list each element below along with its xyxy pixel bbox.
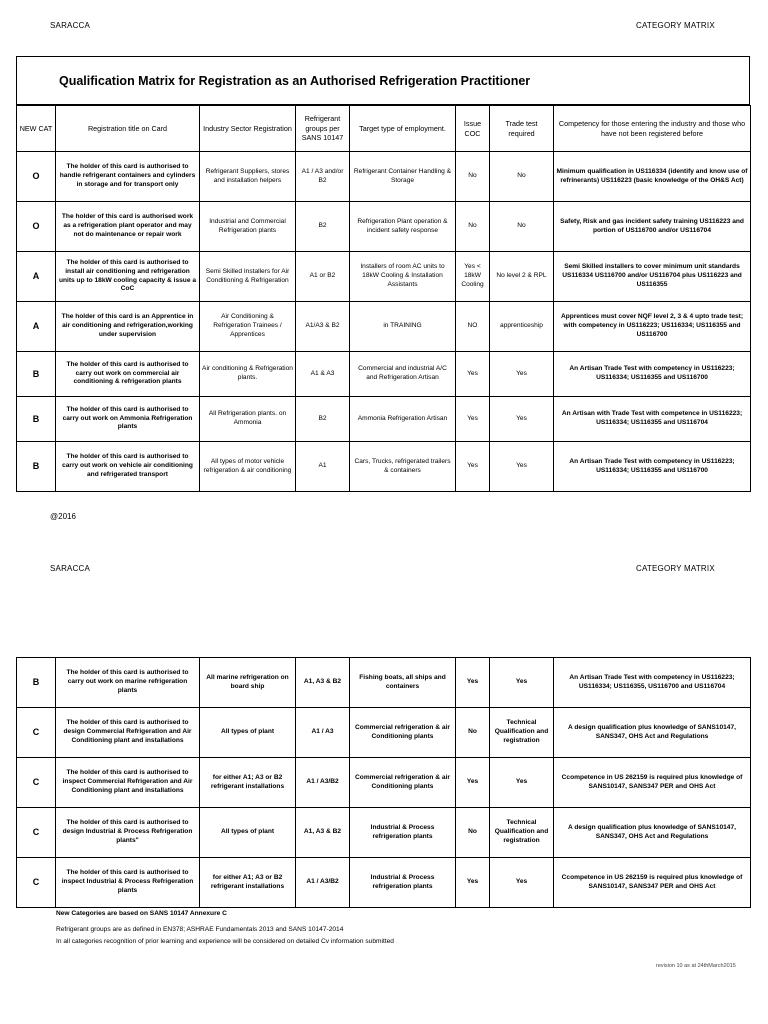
industry-sector-cell: All marine refrigeration on board ship bbox=[200, 658, 296, 708]
refrigerant-groups-note: Refrigerant groups are as defined in EN378; ASHRAE Fundamentals 2013 and SANS 10147-2014 bbox=[56, 926, 344, 933]
issue-coc-cell: Yes bbox=[456, 397, 490, 442]
refrigerant-groups-cell: A1, A3 & B2 bbox=[296, 808, 350, 858]
refrigerant-groups-cell: A1 / A3/B2 bbox=[296, 858, 350, 908]
competency-cell: Ccompetence in US 262159 is required plus knowledge of SANS10147, SANS347 PER and OHS Act bbox=[554, 858, 751, 908]
table-row bbox=[17, 152, 751, 202]
copyright-footer: @2016 bbox=[50, 512, 76, 521]
industry-sector-cell: All types of plant bbox=[200, 708, 296, 758]
table-row bbox=[17, 202, 751, 252]
table-row bbox=[17, 758, 751, 808]
registration-title-cell: The holder of this card is authorised to carry out work on marine refrigeration plants bbox=[56, 658, 200, 708]
industry-sector-cell: All Refrigeration plants. on Ammonia bbox=[200, 397, 296, 442]
issue-coc-cell: Yes bbox=[456, 658, 490, 708]
trade-test-cell: apprenticeship bbox=[490, 302, 554, 352]
col-header-registration-title: Registration title on Card bbox=[56, 106, 200, 152]
registration-title-cell: The holder of this card is authorised to inspect Industrial & Process Refrigeration plants bbox=[56, 858, 200, 908]
category-cell: C bbox=[17, 758, 56, 808]
refrigerant-groups-cell: A1 bbox=[296, 442, 350, 492]
trade-test-cell: No bbox=[490, 202, 554, 252]
refrigerant-groups-cell: B2 bbox=[296, 202, 350, 252]
industry-sector-cell: All types of plant bbox=[200, 808, 296, 858]
header-row bbox=[17, 106, 751, 152]
category-cell: O bbox=[17, 152, 56, 202]
target-employment-cell: Commercial and industrial A/C and Refrigeration Artisan bbox=[350, 352, 456, 397]
trade-test-cell: Yes bbox=[490, 658, 554, 708]
category-cell: A bbox=[17, 252, 56, 302]
issue-coc-cell: Yes < 18kW Cooling bbox=[456, 252, 490, 302]
issue-coc-cell: Yes bbox=[456, 758, 490, 808]
table-row bbox=[17, 442, 751, 492]
target-employment-cell: Installers of room AC units to 18kW Cooling & Installation Assistants bbox=[350, 252, 456, 302]
table-row bbox=[17, 658, 751, 708]
registration-title-cell: The holder of this card is authorised to carry out work on Ammonia Refrigeration plants bbox=[56, 397, 200, 442]
competency-cell: Safety, Risk and gas incident safety training US116223 and portion of US116700 and/or US116704 bbox=[554, 202, 751, 252]
registration-title-cell: The holder of this card is authorised to inspect Commercial Refrigeration and Air Conditioning plant and installations bbox=[56, 758, 200, 808]
trade-test-cell: No level 2 & RPL bbox=[490, 252, 554, 302]
industry-sector-cell: All types of motor vehicle refrigeration & air conditioning bbox=[200, 442, 296, 492]
competency-cell: Ccompetence in US 262159 is required plus knowledge of SANS10147, SANS347 PER and OHS Act bbox=[554, 758, 751, 808]
category-cell: C bbox=[17, 708, 56, 758]
target-employment-cell: Cars, Trucks, refrigerated trailers & containers bbox=[350, 442, 456, 492]
page-title: Qualification Matrix for Registration as an Authorised Refrigeration Practitioner bbox=[59, 74, 531, 88]
table-row bbox=[17, 858, 751, 908]
trade-test-cell: Technical Qualification and registration bbox=[490, 708, 554, 758]
trade-test-cell: Yes bbox=[490, 397, 554, 442]
col-header-new-cat: NEW CAT bbox=[17, 106, 56, 152]
doc-label: CATEGORY MATRIX bbox=[636, 21, 715, 30]
table-row bbox=[17, 352, 751, 397]
col-header-refrigerant-groups: Refrigerant groups per SANS 10147 bbox=[296, 106, 350, 152]
issue-coc-cell: No bbox=[456, 152, 490, 202]
registration-title-cell: The holder of this card is authorised to design Commercial Refrigeration and Air Conditioning plant and installations bbox=[56, 708, 200, 758]
registration-title-cell: The holder of this card is an Apprentice in air conditioning and refrigeration,working under supervision bbox=[56, 302, 200, 352]
table-row bbox=[17, 808, 751, 858]
target-employment-cell: Refrigeration Plant operation & incident safety response bbox=[350, 202, 456, 252]
registration-title-cell: The holder of this card is authorised to install air conditioning and refrigeration units up to 18kW cooling capacity & issue a CoC bbox=[56, 252, 200, 302]
prior-learning-note: In all categories recognition of prior learning and experience will be considered on detailed Cv information submitted bbox=[56, 938, 394, 945]
matrix-table-page1 bbox=[16, 105, 751, 492]
revision-note: revision 10 as at 24thMarch2015 bbox=[656, 963, 736, 969]
refrigerant-groups-cell: A1 / A3 bbox=[296, 708, 350, 758]
industry-sector-cell: for either A1; A3 or B2 refrigerant installations bbox=[200, 858, 296, 908]
competency-cell: An Artisan Trade Test with competency in US116223; US116334; US116355, US116700 and US116704 bbox=[554, 658, 751, 708]
industry-sector-cell: for either A1; A3 or B2 refrigerant installations bbox=[200, 758, 296, 808]
doc-label: CATEGORY MATRIX bbox=[636, 564, 715, 573]
table-row bbox=[17, 302, 751, 352]
table-row bbox=[17, 397, 751, 442]
trade-test-cell: Yes bbox=[490, 858, 554, 908]
competency-cell: An Artisan with Trade Test with competence in US116223; US116334; US116355 and US116704 bbox=[554, 397, 751, 442]
target-employment-cell: Industrial & Process refrigeration plants bbox=[350, 858, 456, 908]
annexure-note: New Categories are based on SANS 10147 Annexure C bbox=[56, 910, 227, 917]
refrigerant-groups-cell: B2 bbox=[296, 397, 350, 442]
issue-coc-cell: NO bbox=[456, 302, 490, 352]
industry-sector-cell: Semi Skilled Installers for Air Conditioning & Refrigeration bbox=[200, 252, 296, 302]
target-employment-cell: in TRAINING bbox=[350, 302, 456, 352]
category-cell: C bbox=[17, 808, 56, 858]
competency-cell: A design qualification plus knowledge of SANS10147, SANS347, OHS Act and Regulations bbox=[554, 708, 751, 758]
target-employment-cell: Industrial & Process refrigeration plants bbox=[350, 808, 456, 858]
trade-test-cell: Technical Qualification and registration bbox=[490, 808, 554, 858]
col-header-industry-sector: Industry Sector Registration bbox=[200, 106, 296, 152]
refrigerant-groups-cell: A1/A3 & B2 bbox=[296, 302, 350, 352]
issue-coc-cell: No bbox=[456, 708, 490, 758]
competency-cell: Semi Skilled installers to cover minimum unit standards US116334 US116700 and/or US116704 plus US116223 and US116355 bbox=[554, 252, 751, 302]
col-header-target-employment: Target type of employment. bbox=[350, 106, 456, 152]
competency-cell: A design qualification plus knowledge of SANS10147, SANS347, OHS Act and Regulations bbox=[554, 808, 751, 858]
refrigerant-groups-cell: A1, A3 & B2 bbox=[296, 658, 350, 708]
category-cell: A bbox=[17, 302, 56, 352]
issue-coc-cell: No bbox=[456, 202, 490, 252]
competency-cell: An Artisan Trade Test with competency in US116223; US116334; US116355 and US116700 bbox=[554, 442, 751, 492]
col-header-competency: Competency for those entering the industry and those who have not been registered before bbox=[554, 106, 751, 152]
competency-cell: An Artisan Trade Test with competency in US116223; US116334; US116355 and US116700 bbox=[554, 352, 751, 397]
org-name: SARACCA bbox=[50, 21, 91, 30]
competency-cell: Apprentices must cover NQF level 2, 3 & 4 upto trade test; with competency in US116223; US116334; US116355 and US116700 bbox=[554, 302, 751, 352]
refrigerant-groups-cell: A1 or B2 bbox=[296, 252, 350, 302]
refrigerant-groups-cell: A1 / A3 and/or B2 bbox=[296, 152, 350, 202]
registration-title-cell: The holder of this card is authorised to carry out work on vehicle air conditioning and refrigerated transport bbox=[56, 442, 200, 492]
target-employment-cell: Ammonia Refrigeration Artisan bbox=[350, 397, 456, 442]
matrix-table-page2 bbox=[16, 657, 751, 908]
title-box bbox=[16, 56, 750, 105]
category-cell: B bbox=[17, 397, 56, 442]
target-employment-cell: Commercial refrigeration & air Conditioning plants bbox=[350, 708, 456, 758]
issue-coc-cell: Yes bbox=[456, 352, 490, 397]
trade-test-cell: No bbox=[490, 152, 554, 202]
category-cell: B bbox=[17, 442, 56, 492]
competency-cell: Minimum qualification in US116334 (identify and know use of refrinerants) US116223 (basic knowledge of the OH&S Act) bbox=[554, 152, 751, 202]
issue-coc-cell: Yes bbox=[456, 858, 490, 908]
target-employment-cell: Commercial refrigeration & air Conditioning plants bbox=[350, 758, 456, 808]
table-row bbox=[17, 708, 751, 758]
issue-coc-cell: Yes bbox=[456, 442, 490, 492]
col-header-issue-coc: Issue COC bbox=[456, 106, 490, 152]
industry-sector-cell: Air conditioning & Refrigeration plants. bbox=[200, 352, 296, 397]
org-name: SARACCA bbox=[50, 564, 91, 573]
category-cell: B bbox=[17, 352, 56, 397]
col-header-trade-test: Trade test required bbox=[490, 106, 554, 152]
category-cell: B bbox=[17, 658, 56, 708]
registration-title-cell: The holder of this card is authorised to handle refrigerant containers and cylinders in storage and for transport only bbox=[56, 152, 200, 202]
industry-sector-cell: Air Conditioning & Refrigeration Trainees / Apprentices bbox=[200, 302, 296, 352]
trade-test-cell: Yes bbox=[490, 352, 554, 397]
industry-sector-cell: Industrial and Commercial Refrigeration plants bbox=[200, 202, 296, 252]
target-employment-cell: Fishing boats, all ships and containers bbox=[350, 658, 456, 708]
industry-sector-cell: Refrigerant Suppliers, stores and installation helpers bbox=[200, 152, 296, 202]
category-cell: O bbox=[17, 202, 56, 252]
refrigerant-groups-cell: A1 / A3/B2 bbox=[296, 758, 350, 808]
category-cell: C bbox=[17, 858, 56, 908]
registration-title-cell: The holder of this card is authorised to carry out work on commercial air conditioning & refrigeration plants bbox=[56, 352, 200, 397]
refrigerant-groups-cell: A1 & A3 bbox=[296, 352, 350, 397]
issue-coc-cell: No bbox=[456, 808, 490, 858]
table-row bbox=[17, 252, 751, 302]
target-employment-cell: Refrigerant Container Handling & Storage bbox=[350, 152, 456, 202]
registration-title-cell: The holder of this card is authorised to design Industrial & Process Refrigeration plants" bbox=[56, 808, 200, 858]
trade-test-cell: Yes bbox=[490, 758, 554, 808]
trade-test-cell: Yes bbox=[490, 442, 554, 492]
registration-title-cell: The holder of this card is authorised work as a refrigeration plant operator and may not do maintenance or repair work bbox=[56, 202, 200, 252]
